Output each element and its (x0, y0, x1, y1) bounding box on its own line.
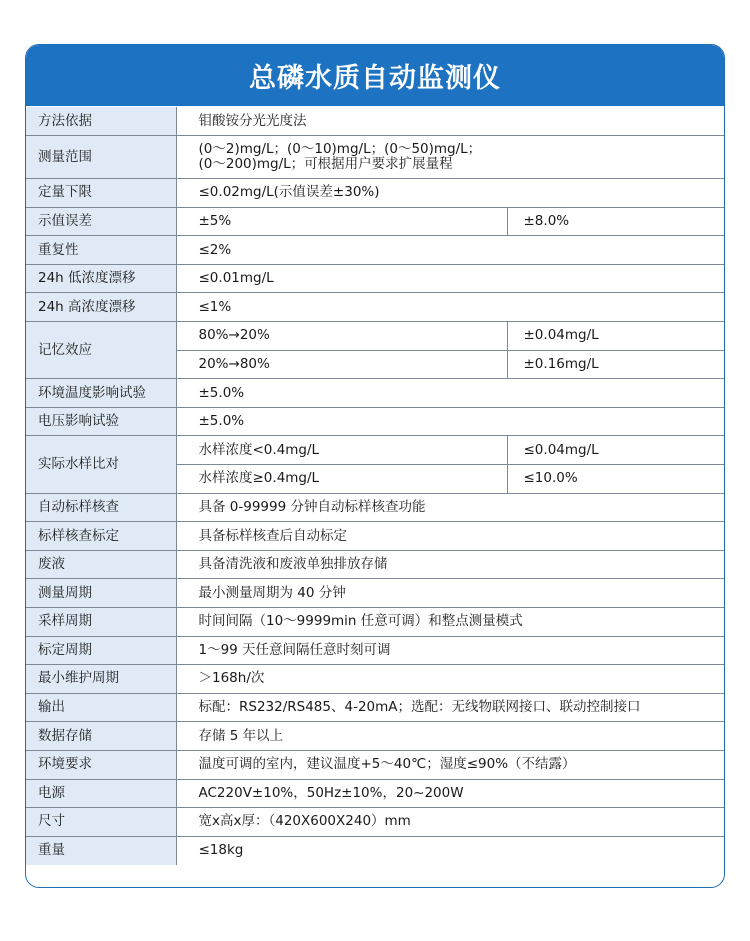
row-label: 方法依据 (26, 107, 176, 136)
range-line-2: (0～200)mg/L；可根据用户要求扩展量程 (198, 156, 453, 173)
row-label: 重量 (26, 836, 176, 865)
spec-table (26, 107, 724, 865)
row-label: 标定周期 (26, 636, 176, 665)
table-row (26, 579, 724, 608)
row-label: 采样周期 (26, 608, 176, 637)
row-label: 输出 (26, 693, 176, 722)
row-value: AC220V±10%，50Hz±10%，20~200W (176, 779, 724, 808)
table-row (26, 207, 724, 236)
row-value: 具备标样核查后自动标定 (176, 522, 724, 551)
row-value: ≤18kg (176, 836, 724, 865)
row-value-secondary: ≤10.0% (507, 465, 724, 494)
row-value: ≤0.02mg/L(示值误差±30%) (176, 179, 724, 208)
table-row (26, 608, 724, 637)
row-label: 最小维护周期 (26, 665, 176, 694)
table-row (26, 722, 724, 751)
row-label: 测量周期 (26, 579, 176, 608)
row-label: 实际水样比对 (26, 436, 176, 493)
row-value: 最小测量周期为 40 分钟 (176, 579, 724, 608)
table-row (26, 779, 724, 808)
row-label: 24h 低浓度漂移 (26, 264, 176, 293)
row-value-secondary: ±0.04mg/L (507, 322, 724, 351)
row-value: ＞168h/次 (176, 665, 724, 694)
table-row (26, 636, 724, 665)
table-row (26, 322, 724, 351)
row-value: ±5.0% (176, 379, 724, 408)
row-condition: 水样浓度≥0.4mg/L (176, 465, 507, 494)
row-value-secondary: ≤0.04mg/L (507, 436, 724, 465)
row-value (176, 136, 724, 179)
table-row (26, 379, 724, 408)
table-row (26, 750, 724, 779)
table-row (26, 293, 724, 322)
row-label: 电源 (26, 779, 176, 808)
row-label: 环境要求 (26, 750, 176, 779)
table-row (26, 179, 724, 208)
row-condition: 20%→80% (176, 350, 507, 379)
table-row (26, 836, 724, 865)
table-row (26, 693, 724, 722)
row-condition: 80%→20% (176, 322, 507, 351)
row-value: 具备 0-99999 分钟自动标样核查功能 (176, 493, 724, 522)
row-label: 重复性 (26, 236, 176, 265)
row-value-secondary: ±0.16mg/L (507, 350, 724, 379)
row-label: 记忆效应 (26, 322, 176, 379)
row-value: 具备清洗液和废液单独排放存储 (176, 550, 724, 579)
row-value: 1～99 天任意间隔任意时刻可调 (176, 636, 724, 665)
row-value: ≤1% (176, 293, 724, 322)
page-title: 总磷水质自动监测仪 (26, 45, 724, 107)
row-value: 宽x高x厚：（420X600X240）mm (176, 808, 724, 837)
row-value: 温度可调的室内，建议温度+5～40℃；湿度≤90%（不结露） (176, 750, 724, 779)
table-row (26, 407, 724, 436)
row-value: 时间间隔（10～9999min 任意可调）和整点测量模式 (176, 608, 724, 637)
row-label: 标样核查标定 (26, 522, 176, 551)
row-value: ±5% (176, 207, 507, 236)
table-row (26, 808, 724, 837)
row-value: 存储 5 年以上 (176, 722, 724, 751)
table-row (26, 436, 724, 465)
row-value: ≤0.01mg/L (176, 264, 724, 293)
row-label: 尺寸 (26, 808, 176, 837)
row-label: 自动标样核查 (26, 493, 176, 522)
row-value: ≤2% (176, 236, 724, 265)
table-row (26, 236, 724, 265)
row-label: 电压影响试验 (26, 407, 176, 436)
spec-card (25, 44, 725, 888)
table-row (26, 264, 724, 293)
table-row (26, 107, 724, 136)
row-label: 定量下限 (26, 179, 176, 208)
row-value-secondary: ±8.0% (507, 207, 724, 236)
row-label: 数据存储 (26, 722, 176, 751)
row-label: 废液 (26, 550, 176, 579)
row-label: 环境温度影响试验 (26, 379, 176, 408)
table-row (26, 522, 724, 551)
table-row (26, 136, 724, 179)
row-label: 示值误差 (26, 207, 176, 236)
range-line-1: (0～2)mg/L；(0～10)mg/L；(0～50)mg/L； (198, 141, 482, 158)
table-row (26, 550, 724, 579)
row-label: 24h 高浓度漂移 (26, 293, 176, 322)
row-condition: 水样浓度<0.4mg/L (176, 436, 507, 465)
row-value: 标配：RS232/RS485、4-20mA；选配：无线物联网接口、联动控制接口 (176, 693, 724, 722)
row-value: 钼酸铵分光光度法 (176, 107, 724, 136)
table-row (26, 493, 724, 522)
row-value: ±5.0% (176, 407, 724, 436)
row-label: 测量范围 (26, 136, 176, 179)
table-row (26, 665, 724, 694)
